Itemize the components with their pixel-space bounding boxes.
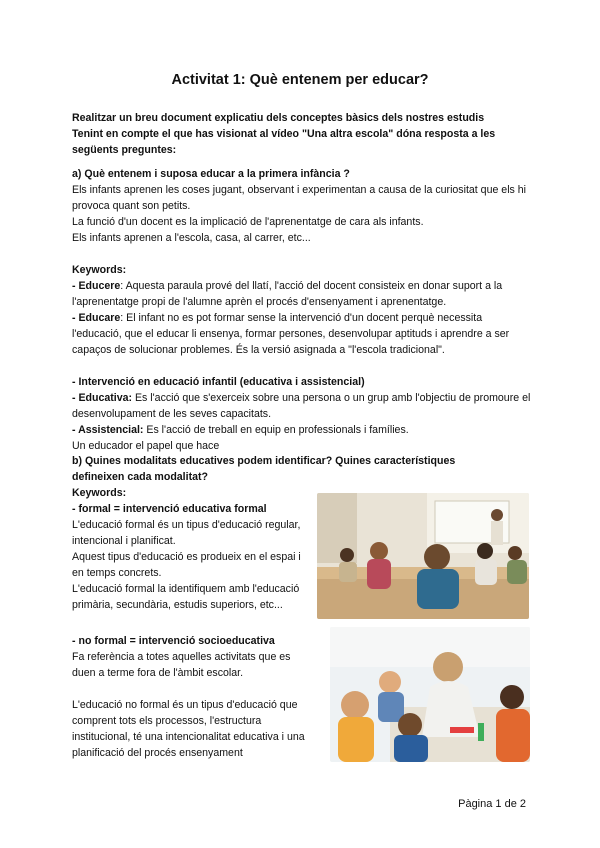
- intervencio-heading: - Intervenció en educació infantil (educativa i assistencial): [72, 376, 365, 388]
- section-b-keywords-label: Keywords:: [72, 487, 127, 499]
- formal-block: [72, 501, 308, 613]
- noformal-paragraph-1: Fa referència a totes aquelles activitats que es duen a terme fora de l'àmbit escolar.: [72, 651, 291, 679]
- keywords-label: Keywords:: [72, 264, 127, 276]
- page-number: Pàgina 1 de 2: [458, 798, 526, 810]
- noformal-paragraph-2: L'educació no formal és un tipus d'educació que comprent tots els processos, l'estructura institucional, té una intencionalitat educativa i una planificació del procés ensenyament: [72, 699, 305, 759]
- assistencial-text: Es l'acció de treball en equip en professionals i famílies.: [143, 424, 409, 436]
- intro-line-1: Realitzar un breu document explicatiu dels conceptes bàsics dels nostres estudis: [72, 112, 485, 124]
- educare-term: - Educare: [72, 312, 121, 324]
- formal-paragraph-2: Aquest tipus d'educació es produeix en el espai i en temps concrets.: [72, 551, 301, 579]
- educativa-definition: [72, 390, 532, 422]
- assistencial-definition: [72, 422, 532, 438]
- assistencial-term: - Assistencial:: [72, 424, 144, 436]
- educativa-text: Es l'acció que s'exerceix sobre una persona o un grup amb l'objectiu de promoure el desenvolupament de les seves capacitats.: [72, 392, 531, 420]
- intro: [72, 110, 532, 158]
- section-b-heading: b) Quines modalitats educatives podem identificar? Quines característiques defineixen cada modalitat?: [72, 455, 456, 483]
- section-a-last-line: Un educador el papel que hace: [72, 440, 220, 452]
- noformal-block: [72, 633, 314, 761]
- educare-definition: [72, 310, 532, 358]
- page-title: Activitat 1: Què entenem per educar?: [171, 72, 429, 88]
- formal-paragraph-1: L'educació formal és un tipus d'educació regular, intencional i planificat.: [72, 519, 301, 547]
- educere-term: - Educere: [72, 280, 121, 292]
- teacher-children-photo: [330, 627, 530, 762]
- section-a: [72, 166, 532, 454]
- section-a-paragraph-1: Els infants aprenen les coses jugant, observant i experimentan a causa de la curiositat que els hi provoca quant son petits.: [72, 184, 527, 212]
- educare-text: : El infant no es pot formar sense la intervenció d'un docent perquè necessita l'educació, que el educar li ensenya, formar persones, desenvolupar aptituds i aprendre a ser capaços de solucionar problemes. És la versió asignada a "l'escola tradicional".: [72, 312, 510, 356]
- noformal-heading: - no formal = intervenció socioeducativa: [72, 635, 275, 647]
- formal-heading: - formal = intervenció educativa formal: [72, 503, 267, 515]
- educere-definition: [72, 278, 532, 310]
- intro-line-2: Tenint en compte el que has visionat al vídeo "Una altra escola" dóna resposta a les següents preguntes:: [72, 128, 496, 156]
- section-a-paragraph-3: Els infants aprenen a l'escola, casa, al carrer, etc...: [72, 232, 311, 244]
- educere-text: : Aquesta paraula prové del llatí, l'acció del docent consisteix en donar suport a la l'aprenentatge propi de l'alumne aprèn el procés d'ensenyament i aprenentatge.: [72, 280, 503, 308]
- classroom-photo: [317, 493, 529, 619]
- section-a-heading: a) Què entenem i suposa educar a la primera infància ?: [72, 168, 350, 180]
- educativa-term: - Educativa:: [72, 392, 133, 404]
- section-a-paragraph-2: La funció d'un docent es la implicació de l'aprenentatge de cara als infants.: [72, 216, 424, 228]
- formal-paragraph-3: L'educació formal la identifiquem amb l'educació primària, secundària, estudis superiors, etc...: [72, 583, 300, 611]
